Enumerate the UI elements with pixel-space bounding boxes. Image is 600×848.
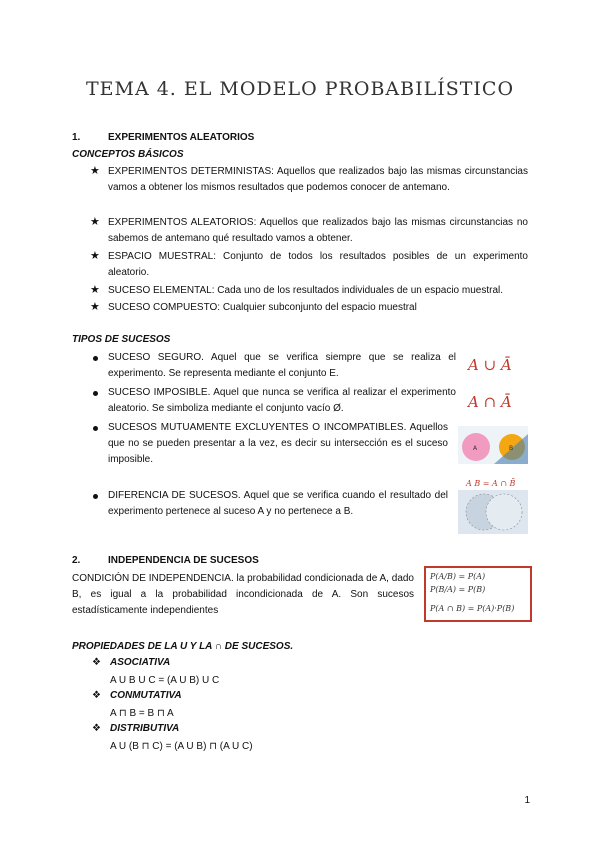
page-number: 1 [524, 795, 530, 806]
diamond-bullet-icon: ❖ [92, 723, 101, 734]
formula-union: A ∪ Ā [468, 356, 512, 374]
star-bullet-icon: ★ [90, 284, 100, 296]
concept-item: EXPERIMENTOS ALEATORIOS: Aquellos que realizados bajo las mismas circunstancias no sabemos de antemano qué resultado vamos a obtener. [108, 217, 528, 244]
star-bullet-icon: ★ [90, 216, 100, 228]
diamond-bullet-icon: ❖ [92, 690, 101, 701]
property-formula: A U (B ⊓ C) = (A U B) ⊓ (A U C) [110, 741, 253, 752]
star-bullet-icon: ★ [90, 301, 100, 313]
concept-item: EXPERIMENTOS DETERMINISTAS: Aquellos que realizados bajo las mismas circunstancias vamos a obtener los mismos resultados que podemos conocer de antemano. [108, 166, 528, 193]
bullet-dot-icon [93, 494, 98, 499]
formula-intersection: A ∩ Ā [468, 393, 512, 411]
tipos-heading: TIPOS DE SUCESOS [72, 334, 171, 345]
tipo-item: SUCESO IMPOSIBLE. Aquel que nunca se verifica al realizar el experimento aleatorio. Se simboliza mediante el conjunto vacío Ø. [108, 387, 456, 414]
venn-difference-diagram [458, 490, 528, 534]
formula-line: P(A/B) = P(A) [430, 572, 486, 581]
tipo-item: SUCESO SEGURO. Aquel que se verifica siempre que se realiza el experimento. Se representa mediante el conjunto E. [108, 352, 456, 379]
venn-exclusive-diagram [458, 426, 528, 464]
page-title: TEMA 4. EL MODELO PROBABILÍSTICO [85, 78, 515, 100]
section2-heading: INDEPENDENCIA DE SUCESOS [108, 555, 259, 566]
concept-item: ESPACIO MUESTRAL: Conjunto de todos los resultados posibles de un experimento aleatorio. [108, 251, 528, 278]
diamond-bullet-icon: ❖ [92, 657, 101, 668]
section2-number: 2. [72, 555, 81, 566]
formula-line: P(B/A) = P(B) [430, 585, 486, 594]
property-formula: A ⊓ B = B ⊓ A [110, 708, 174, 719]
venn-label-b: B [509, 445, 514, 452]
bullet-dot-icon [93, 391, 98, 396]
section1-number: 1. [72, 132, 81, 143]
bullet-dot-icon [93, 356, 98, 361]
property-name: ASOCIATIVA [110, 657, 171, 668]
bullet-dot-icon [93, 426, 98, 431]
independence-formula-box [424, 566, 532, 622]
property-formula: A U B U C = (A U B) U C [110, 675, 220, 686]
tipo-item: DIFERENCIA DE SUCESOS. Aquel que se verifica cuando el resultado del experimento pertenece al suceso A y no pertenece a B. [108, 490, 448, 517]
concept-item: SUCESO COMPUESTO: Cualquier subconjunto del espacio muestral [108, 302, 417, 313]
propiedades-heading: PROPIEDADES DE LA U Y LA ∩ DE SUCESOS. [72, 641, 294, 652]
section1-subheading: CONCEPTOS BÁSICOS [72, 149, 184, 160]
independence-text: CONDICIÓN DE INDEPENDENCIA. la probabilidad condicionada de A, dado B, es igual a la probabilidad incondicionada de A. Son sucesos estadísticamente independientes [72, 573, 414, 616]
difference-label: A B = A ∩ B̄ [466, 479, 516, 488]
property-name: CONMUTATIVA [110, 690, 182, 701]
star-bullet-icon: ★ [90, 165, 100, 177]
concept-item: SUCESO ELEMENTAL: Cada uno de los resultados individuales de un espacio muestral. [108, 285, 504, 296]
venn-label-a: A [473, 445, 478, 452]
property-name: DISTRIBUTIVA [110, 723, 180, 734]
tipo-item: SUCESOS MUTUAMENTE EXCLUYENTES O INCOMPATIBLES. Aquellos que no se pueden presentar a la vez, es decir su intersección es el suceso imposible. [108, 422, 448, 465]
section1-heading: EXPERIMENTOS ALEATORIOS [108, 132, 255, 143]
formula-line: P(A ∩ B) = P(A)·P(B) [430, 604, 515, 613]
star-bullet-icon: ★ [90, 250, 100, 262]
